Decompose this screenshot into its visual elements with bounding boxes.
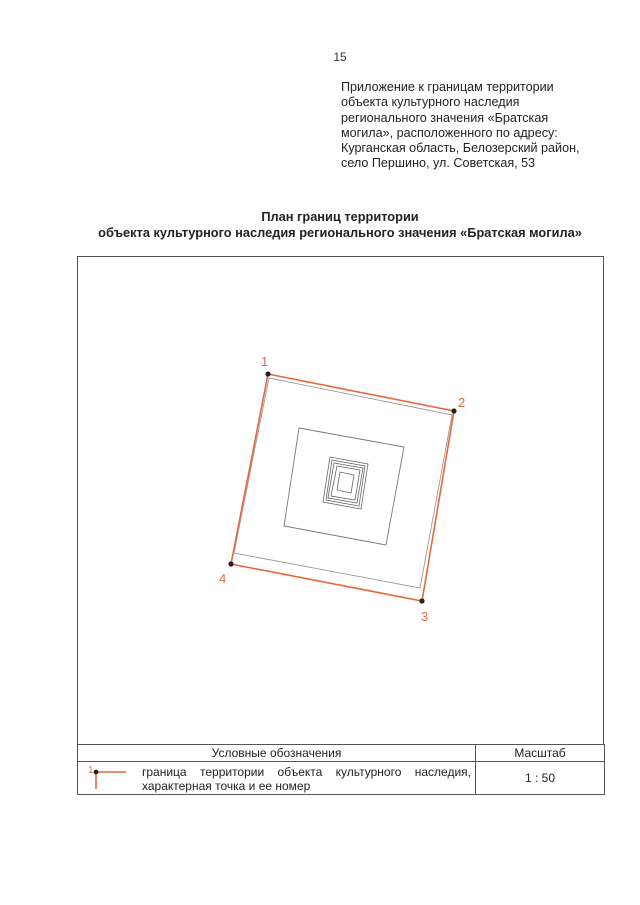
boundary-point — [228, 561, 233, 566]
boundary-symbol — [84, 765, 128, 791]
boundary-point — [419, 598, 424, 603]
document-title — [0, 209, 640, 241]
annex-line: регионального значения «Братская — [341, 110, 549, 125]
annex-note — [341, 80, 631, 172]
scale-value: 1 : 50 — [476, 762, 605, 795]
legend-description: граница территории объекта культурного наследия, характерная точка и ее номер — [142, 765, 471, 793]
symbol-number: 1 — [88, 765, 94, 776]
annex-line: Приложение к границам территории — [341, 80, 554, 94]
legend-table — [77, 744, 605, 795]
monument-step — [331, 466, 360, 500]
territory-boundary — [231, 374, 454, 601]
annex-line: Курганская область, Белозерский район, — [341, 141, 580, 156]
scale-header: Масштаб — [476, 745, 605, 762]
annex-line: объекта культурного наследия — [341, 95, 520, 110]
annex-line: могила», расположенного по адресу: — [341, 125, 558, 140]
annex-line: село Першино, ул. Советская, 53 — [341, 156, 536, 171]
monument-steps — [323, 457, 368, 509]
boundary-point-label: 3 — [421, 609, 429, 624]
boundary-point-label: 2 — [458, 395, 466, 410]
boundary-point-label: 4 — [219, 571, 227, 586]
legend-header: Условные обозначения — [78, 745, 476, 762]
plan-drawing-frame — [77, 256, 604, 745]
plan-drawing — [78, 257, 605, 746]
page-number: 15 — [333, 50, 347, 64]
plot-inner-outline — [234, 378, 452, 588]
legend-entry — [78, 762, 476, 795]
monument-step — [337, 472, 354, 493]
title-line-1: План границ территории — [261, 209, 419, 224]
boundary-point — [451, 408, 456, 413]
monument-step — [326, 460, 365, 506]
boundary-point-label: 1 — [261, 354, 269, 369]
boundary-point — [265, 371, 270, 376]
title-line-2: объекта культурного наследия регионального значения «Братская могила» — [98, 225, 582, 240]
monument-base — [284, 428, 404, 545]
